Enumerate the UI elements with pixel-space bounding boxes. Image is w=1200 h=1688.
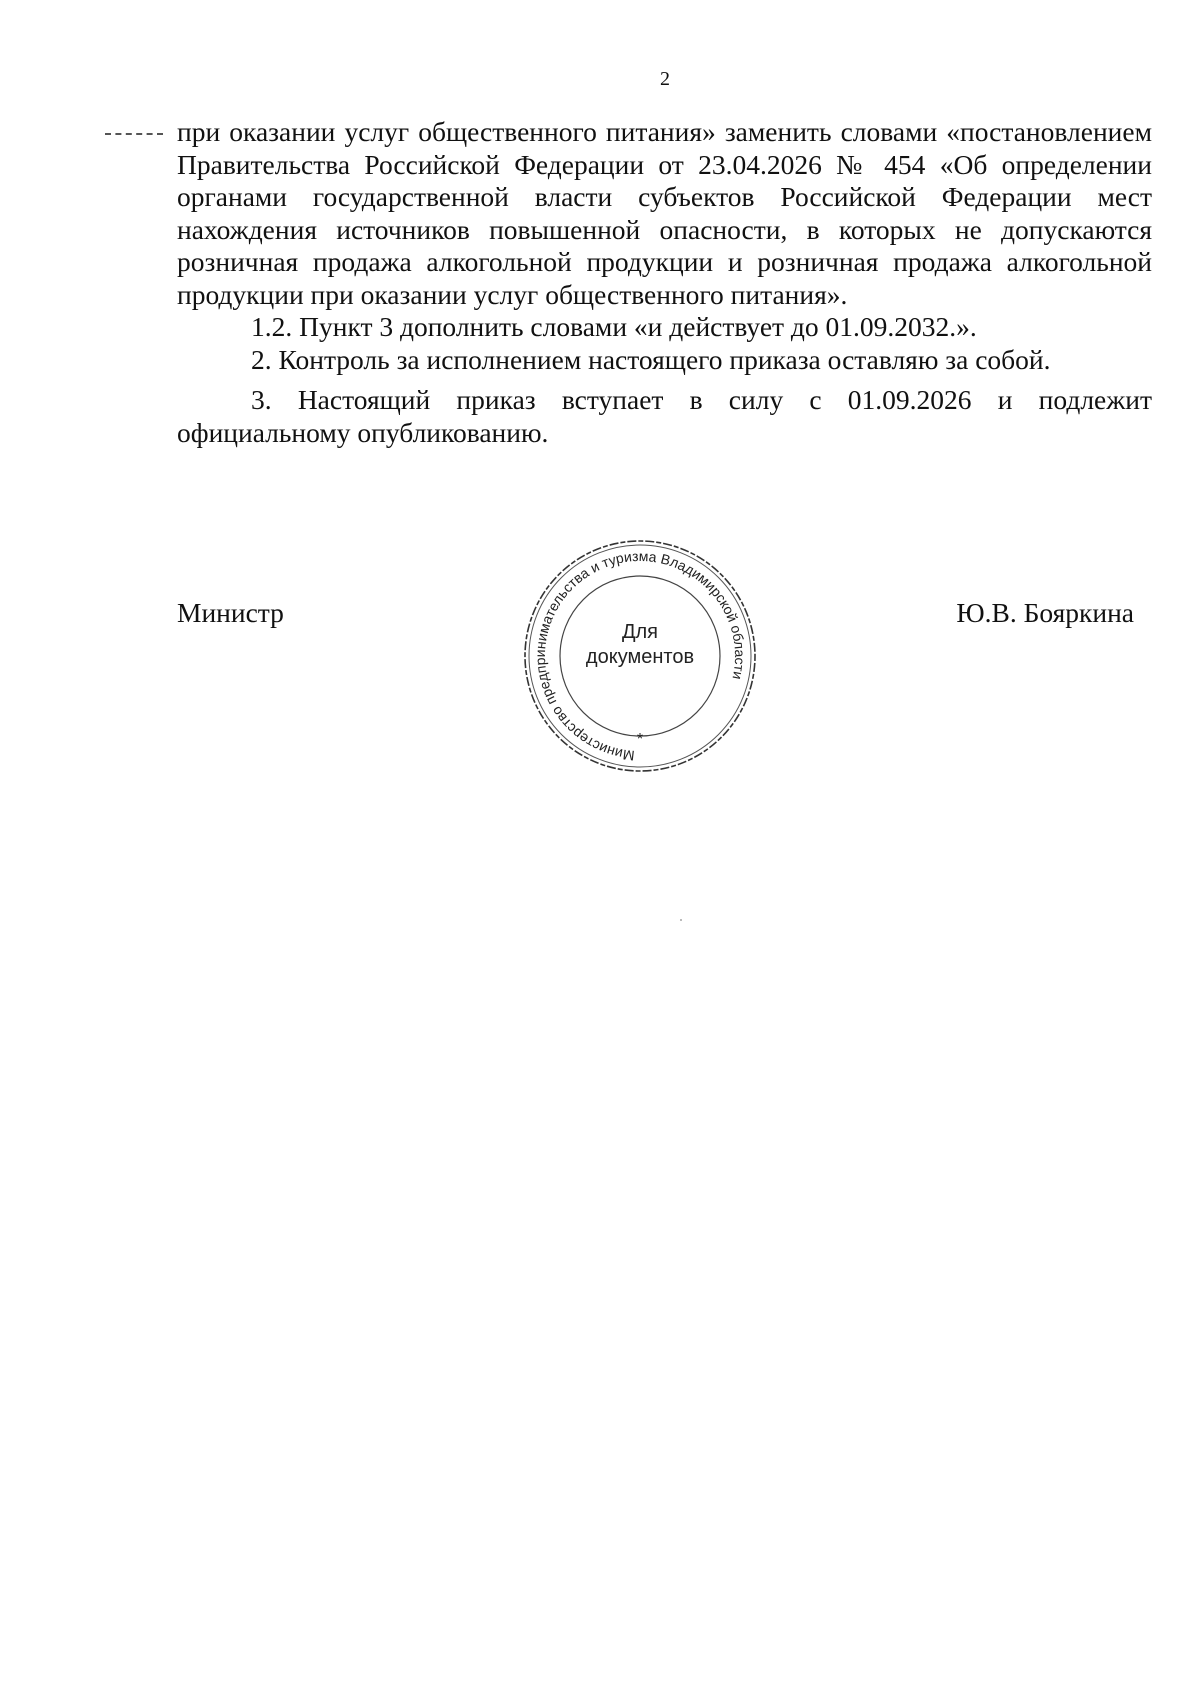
seal-ring-text: Министерство предпринимательства и туризма Владимирской области — [531, 547, 749, 764]
paragraph-item-3: 3. Настоящий приказ вступает в силу с 01.09.2026 и подлежит официальному опубликованию. — [177, 384, 1152, 448]
seal-center-text — [520, 620, 760, 670]
seal-center-line: Для — [621, 621, 659, 643]
signature-role: Министр — [177, 597, 284, 628]
signature-name: Ю.В. Бояркина — [956, 597, 1134, 628]
document-body — [177, 116, 1152, 449]
page-number: 2 — [660, 68, 670, 90]
paragraph-item-1-2: 1.2. Пункт 3 дополнить словами «и действует до 01.09.2032.». — [251, 311, 977, 342]
official-seal — [520, 538, 760, 774]
paragraph-item-2: 2. Контроль за исполнением настоящего приказа оставляю за собой. — [251, 343, 1051, 375]
paragraph-continuation: при оказании услуг общественного питания» заменить словами «постановлением Правительства Российской Федерации от 23.04.2026 № 454 «Об определении органами государственной власти субъектов Российской Федерации мест нахождения источников повышенной опасности, в которых не допускаются розничная продажа алкогольной продукции и розничная продажа алкогольной продукции при оказании услуг общественного питания». — [177, 116, 1152, 310]
scan-speck — [680, 919, 682, 921]
seal-center-line: документов — [585, 646, 695, 668]
seal-star: * — [636, 731, 644, 748]
margin-mark — [105, 133, 163, 135]
